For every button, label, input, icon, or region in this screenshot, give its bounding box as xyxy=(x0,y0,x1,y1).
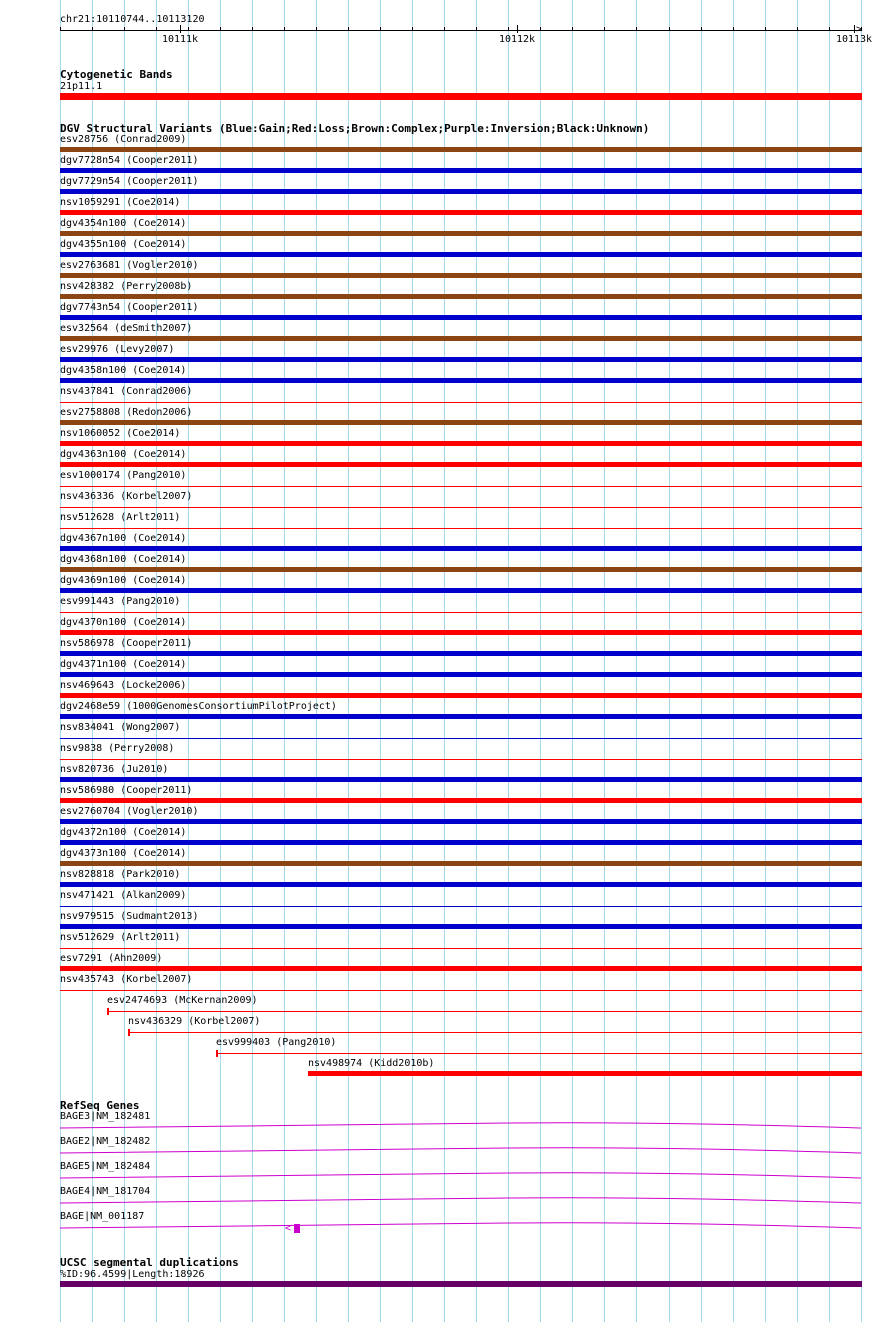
variant-label[interactable]: dgv4355n100 (Coe2014) xyxy=(60,239,187,250)
variant-label[interactable]: dgv4370n100 (Coe2014) xyxy=(60,617,187,628)
variant-bar[interactable] xyxy=(60,357,862,362)
variant-bar[interactable] xyxy=(60,441,862,446)
variant-bar[interactable] xyxy=(128,1032,862,1033)
ruler-minor-tick xyxy=(829,27,830,31)
location-label: chr21:10110744..10113120 xyxy=(60,14,205,25)
variant-label[interactable]: esv991443 (Pang2010) xyxy=(60,596,181,607)
variant-label[interactable]: nsv428382 (Perry2008b) xyxy=(60,281,193,292)
cytoband-bar[interactable] xyxy=(60,93,862,100)
variant-bar[interactable] xyxy=(60,546,862,551)
cytoband-label[interactable]: 21p11.1 xyxy=(60,81,103,92)
variant-label[interactable]: nsv469643 (Locke2006) xyxy=(60,680,187,691)
variant-bar[interactable] xyxy=(60,462,862,467)
variant-label[interactable]: esv2474693 (McKernan2009) xyxy=(107,995,258,1006)
variant-bar[interactable] xyxy=(60,273,862,278)
gene-line[interactable] xyxy=(60,1170,870,1182)
strand-arrow-icon: < xyxy=(285,1223,292,1234)
variant-bar[interactable] xyxy=(60,861,862,866)
variant-bar[interactable] xyxy=(60,507,862,508)
variant-label[interactable]: nsv9838 (Perry2008) xyxy=(60,743,175,754)
variant-bar[interactable] xyxy=(60,567,862,572)
variant-label[interactable]: nsv834041 (Wong2007) xyxy=(60,722,181,733)
variant-label[interactable]: esv2763681 (Vogler2010) xyxy=(60,260,199,271)
variant-label[interactable]: nsv1060052 (Coe2014) xyxy=(60,428,181,439)
variant-label[interactable]: nsv1059291 (Coe2014) xyxy=(60,197,181,208)
variant-bar[interactable] xyxy=(60,798,862,803)
variant-label[interactable]: nsv586978 (Cooper2011) xyxy=(60,638,193,649)
variant-label[interactable]: esv1000174 (Pang2010) xyxy=(60,470,187,481)
variant-label[interactable]: dgv4363n100 (Coe2014) xyxy=(60,449,187,460)
variant-label[interactable]: dgv4354n100 (Coe2014) xyxy=(60,218,187,229)
ruler-right-arrow-icon: > xyxy=(856,24,863,35)
variant-label[interactable]: nsv828818 (Park2010) xyxy=(60,869,181,880)
variant-bar[interactable] xyxy=(107,1011,862,1012)
variant-bar[interactable] xyxy=(60,210,862,215)
variant-label[interactable]: dgv7743n54 (Cooper2011) xyxy=(60,302,199,313)
ruler-minor-tick xyxy=(156,27,157,31)
ruler-minor-tick xyxy=(380,27,381,31)
variant-label[interactable]: nsv512629 (Arlt2011) xyxy=(60,932,181,943)
ruler-minor-tick xyxy=(316,27,317,31)
variant-label[interactable]: dgv4372n100 (Coe2014) xyxy=(60,827,187,838)
variant-bar[interactable] xyxy=(60,486,862,487)
ruler-minor-tick xyxy=(669,27,670,31)
ruler-minor-tick xyxy=(252,27,253,31)
ruler-minor-tick xyxy=(348,27,349,31)
variant-bar[interactable] xyxy=(60,966,862,971)
variant-bar[interactable] xyxy=(308,1071,862,1076)
gene-line-path xyxy=(60,1223,861,1228)
variant-bar[interactable] xyxy=(60,651,862,656)
gene-line[interactable] xyxy=(60,1145,870,1157)
variant-bar[interactable] xyxy=(216,1053,862,1054)
variant-label[interactable]: esv999403 (Pang2010) xyxy=(216,1037,337,1048)
variant-label[interactable]: esv28756 (Conrad2009) xyxy=(60,134,187,145)
gene-line-path xyxy=(60,1148,861,1153)
refseq-track-title[interactable]: RefSeq Genes xyxy=(60,1099,140,1112)
variant-label[interactable]: nsv820736 (Ju2010) xyxy=(60,764,169,775)
ruler-minor-tick xyxy=(412,27,413,31)
gene-exon[interactable] xyxy=(294,1224,300,1233)
ruler-tick-label: 10113k xyxy=(835,34,873,45)
variant-label[interactable]: dgv7728n54 (Cooper2011) xyxy=(60,155,199,166)
ruler-minor-tick xyxy=(701,27,702,31)
variant-label[interactable]: nsv436329 (Korbel2007) xyxy=(128,1016,261,1027)
variant-label[interactable]: dgv7729n54 (Cooper2011) xyxy=(60,176,199,187)
ruler-minor-tick xyxy=(604,27,605,31)
ruler-minor-tick xyxy=(124,27,125,31)
variant-label[interactable]: dgv4358n100 (Coe2014) xyxy=(60,365,187,376)
variant-bar[interactable] xyxy=(60,612,862,613)
variant-bar[interactable] xyxy=(60,759,862,760)
variant-start-tick xyxy=(107,1008,109,1015)
gene-label[interactable]: BAGE3|NM_182481 xyxy=(60,1111,151,1122)
segdup-track-title[interactable]: UCSC segmental duplications xyxy=(60,1256,239,1269)
variant-bar[interactable] xyxy=(60,252,862,257)
variant-bar[interactable] xyxy=(60,168,862,173)
gene-line[interactable] xyxy=(60,1195,870,1207)
variant-label[interactable]: dgv4367n100 (Coe2014) xyxy=(60,533,187,544)
ruler-minor-tick xyxy=(284,27,285,31)
variant-bar[interactable] xyxy=(60,147,862,152)
variant-bar[interactable] xyxy=(60,630,862,635)
ruler-minor-tick xyxy=(444,27,445,31)
ruler-minor-tick xyxy=(92,27,93,31)
variant-label[interactable]: esv2758808 (Redon2006) xyxy=(60,407,193,418)
variant-bar[interactable] xyxy=(60,738,862,739)
variant-bar[interactable] xyxy=(60,420,862,425)
variant-label[interactable]: dgv4373n100 (Coe2014) xyxy=(60,848,187,859)
variant-label[interactable]: dgv2468e59 (1000GenomesConsortiumPilotProject) xyxy=(60,701,337,712)
variant-bar[interactable] xyxy=(60,378,862,383)
variant-bar[interactable] xyxy=(60,693,862,698)
segdup-bar[interactable] xyxy=(60,1281,862,1287)
variant-label[interactable]: nsv436336 (Korbel2007) xyxy=(60,491,193,502)
cytoband-track-title[interactable]: Cytogenetic Bands xyxy=(60,68,173,81)
variant-bar[interactable] xyxy=(60,819,862,824)
ruler-major-tick xyxy=(854,25,855,33)
gene-line[interactable] xyxy=(60,1220,870,1232)
gene-label[interactable]: BAGE5|NM_182484 xyxy=(60,1161,151,1172)
ruler-minor-tick xyxy=(797,27,798,31)
gene-label[interactable]: BAGE4|NM_181704 xyxy=(60,1186,151,1197)
ruler-minor-tick xyxy=(733,27,734,31)
variant-bar[interactable] xyxy=(60,906,862,907)
variant-label[interactable]: nsv979515 (Sudmant2013) xyxy=(60,911,199,922)
ruler-minor-tick xyxy=(220,27,221,31)
ruler-tick-label: 10111k xyxy=(161,34,199,45)
variant-label[interactable]: esv7291 (Ahn2009) xyxy=(60,953,163,964)
gene-label[interactable]: BAGE2|NM_182482 xyxy=(60,1136,151,1147)
variant-label[interactable]: dgv4371n100 (Coe2014) xyxy=(60,659,187,670)
variant-label[interactable]: nsv586980 (Cooper2011) xyxy=(60,785,193,796)
ruler-minor-tick xyxy=(572,27,573,31)
variant-bar[interactable] xyxy=(60,840,862,845)
variant-bar[interactable] xyxy=(60,231,862,236)
variant-bar[interactable] xyxy=(60,672,862,677)
variant-label[interactable]: nsv512628 (Arlt2011) xyxy=(60,512,181,523)
ruler-minor-tick xyxy=(508,27,509,31)
ruler-minor-tick xyxy=(636,27,637,31)
variant-bar[interactable] xyxy=(60,588,862,593)
ruler-minor-tick xyxy=(765,27,766,31)
variant-bar[interactable] xyxy=(60,777,862,782)
variant-bar[interactable] xyxy=(60,336,862,341)
variant-bar[interactable] xyxy=(60,714,862,719)
variant-label[interactable]: nsv435743 (Korbel2007) xyxy=(60,974,193,985)
gene-line-path xyxy=(60,1198,861,1203)
variant-label[interactable]: nsv437841 (Conrad2006) xyxy=(60,386,193,397)
gene-line-path xyxy=(60,1173,861,1178)
segdup-label[interactable]: %ID:96.4599|Length:18926 xyxy=(60,1269,205,1280)
gene-label[interactable]: BAGE|NM_001187 xyxy=(60,1211,145,1222)
dgv-track-title[interactable]: DGV Structural Variants (Blue:Gain;Red:Loss;Brown:Complex;Purple:Inversion;Black:Unknown) xyxy=(60,122,650,135)
variant-bar[interactable] xyxy=(60,948,862,949)
variant-bar[interactable] xyxy=(60,924,862,929)
variant-label[interactable]: esv32564 (deSmith2007) xyxy=(60,323,193,334)
gene-line-path xyxy=(60,1123,861,1128)
ruler-tick-label: 10112k xyxy=(498,34,536,45)
variant-start-tick xyxy=(128,1029,130,1036)
gene-line[interactable] xyxy=(60,1120,870,1132)
variant-bar[interactable] xyxy=(60,882,862,887)
ruler-minor-tick xyxy=(60,27,61,31)
ruler-minor-tick xyxy=(188,27,189,31)
ruler-minor-tick xyxy=(540,27,541,31)
variant-bar[interactable] xyxy=(60,294,862,299)
ruler-major-tick xyxy=(517,25,518,33)
variant-bar[interactable] xyxy=(60,315,862,320)
variant-label[interactable]: esv29976 (Levy2007) xyxy=(60,344,175,355)
variant-bar[interactable] xyxy=(60,189,862,194)
ruler-major-tick xyxy=(180,25,181,33)
ruler-minor-tick xyxy=(476,27,477,31)
variant-label[interactable]: dgv4369n100 (Coe2014) xyxy=(60,575,187,586)
variant-bar[interactable] xyxy=(60,528,862,529)
variant-start-tick xyxy=(216,1050,218,1057)
variant-label[interactable]: dgv4368n100 (Coe2014) xyxy=(60,554,187,565)
variant-label[interactable]: nsv498974 (Kidd2010b) xyxy=(308,1058,435,1069)
variant-bar[interactable] xyxy=(60,402,862,403)
variant-bar[interactable] xyxy=(60,990,862,991)
variant-label[interactable]: esv2760704 (Vogler2010) xyxy=(60,806,199,817)
variant-label[interactable]: nsv471421 (Alkan2009) xyxy=(60,890,187,901)
